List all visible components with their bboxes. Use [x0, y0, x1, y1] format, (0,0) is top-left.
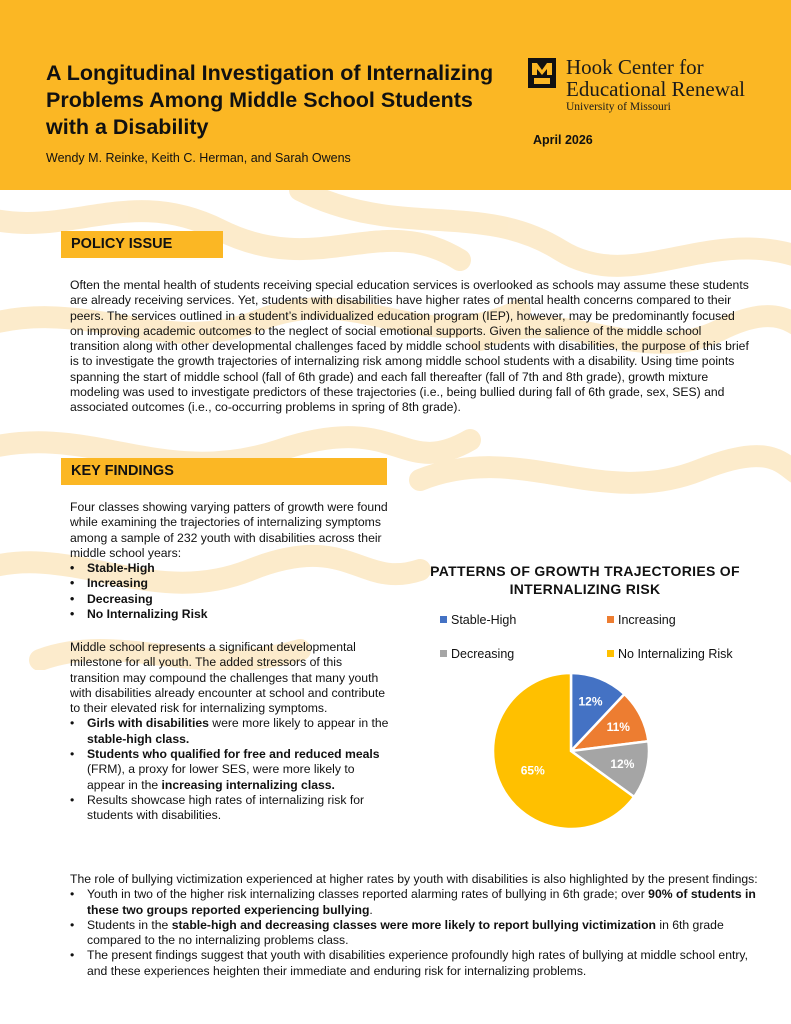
list-item: • Results showcase high rates of internalizing risk for students with disabilities.	[70, 793, 390, 824]
list-item: • Students who qualified for free and reduced meals (FRM), a proxy for lower SES, were more likely to appear in the increasing internalizing class.	[70, 747, 390, 793]
publication-date: April 2026	[533, 133, 593, 147]
list-item: • Increasing	[70, 576, 415, 591]
list-item: • The present findings suggest that youth with disabilities experience profoundly high rates of bullying at middle school entry, and these experiences heighten their immediate and enduring risk for internalizing problems.	[70, 948, 770, 979]
bullying-bullets	[70, 887, 770, 979]
legend-swatch	[607, 650, 614, 657]
legend-swatch	[440, 616, 447, 623]
list-item: • Decreasing	[70, 592, 415, 607]
list-item: • Stable-High	[70, 561, 415, 576]
milestone-text: Middle school represents a significant developmental milestone for all youth. The added stressors of this transition may compound the challenges that many youth with disabilities already encounter at school and contribute to their elevated risk for internalizing symptoms.	[70, 640, 386, 716]
pie-label-stable-high: 12%	[578, 694, 603, 709]
legend-swatch	[440, 650, 447, 657]
key-findings-heading: KEY FINDINGS	[61, 458, 387, 485]
policy-issue-text: Often the mental health of students receiving special education services is overlooked as schools may assume these students are already receiving services. Yet, students with disabilities have higher rates of mental health concerns compared to their peers. The services outlined in a student’s individualized education program (IEP), however, may be predominantly focused on improving academic outcomes to the neglect of social emotional supports. Given the salience of the middle school transition along with other developmental challenges faced by middle school students with disabilities, the purpose of this brief is to investigate the growth trajectories of internalizing risk among middle school students with a disability. Using time points spanning the start of middle school (fall of 6th grade) and each fall thereafter (fall of 7th and 8th grade), growth mixture modeling was used to investigate predictors of these trajectories (i.e., being bullied during fall of 6th grade, sex, SES) and associated outcomes (i.e., co-occurring problems in spring of 8th grade).	[70, 278, 749, 415]
pie-chart	[486, 666, 656, 836]
findings-intro	[70, 500, 415, 622]
org-subtitle: University of Missouri	[566, 101, 671, 113]
legend-item-decreasing: Decreasing	[440, 647, 514, 661]
authors: Wendy M. Reinke, Keith C. Herman, and Sarah Owens	[46, 151, 351, 165]
chart-title: PATTERNS OF GROWTH TRAJECTORIES OF INTERNALIZING RISK	[430, 563, 740, 597]
list-item: • Youth in two of the higher risk internalizing classes reported alarming rates of bullying in 6th grade; over 90% of students in these two groups reported experiencing bullying.	[70, 887, 770, 918]
bullying-section	[70, 872, 770, 979]
findings-intro-text: Four classes showing varying patters of growth were found while examining the trajectories of internalizing symptoms among a sample of 232 youth with disabilities across their middle school years:	[70, 500, 388, 560]
legend-swatch	[607, 616, 614, 623]
list-item: • Students in the stable-high and decreasing classes were more likely to report bullying victimization in 6th grade compared to the no internalizing problems class.	[70, 918, 770, 949]
legend-item-no-risk: No Internalizing Risk	[607, 647, 733, 661]
legend-item-increasing: Increasing	[607, 613, 676, 627]
pie-label-no-risk: 65%	[520, 763, 545, 778]
page-title: A Longitudinal Investigation of Internalizing Problems Among Middle School Students with a Disability	[46, 61, 494, 139]
findings-milestone	[70, 640, 390, 824]
classes-list	[70, 561, 415, 622]
mizzou-logo-icon	[528, 58, 556, 88]
findings-bullets	[70, 716, 390, 823]
org-name: Hook Center for Educational Renewal	[566, 55, 746, 101]
pie-label-increasing: 11%	[606, 719, 630, 734]
pie-label-decreasing: 12%	[610, 757, 635, 772]
legend-item-stable-high: Stable-High	[440, 613, 516, 627]
list-item: • Girls with disabilities were more likely to appear in the stable-high class.	[70, 716, 390, 747]
list-item: • No Internalizing Risk	[70, 607, 415, 622]
policy-issue-heading: POLICY ISSUE	[61, 231, 223, 258]
bullying-intro: The role of bullying victimization experienced at higher rates by youth with disabilities is also highlighted by the present findings:	[70, 872, 758, 886]
